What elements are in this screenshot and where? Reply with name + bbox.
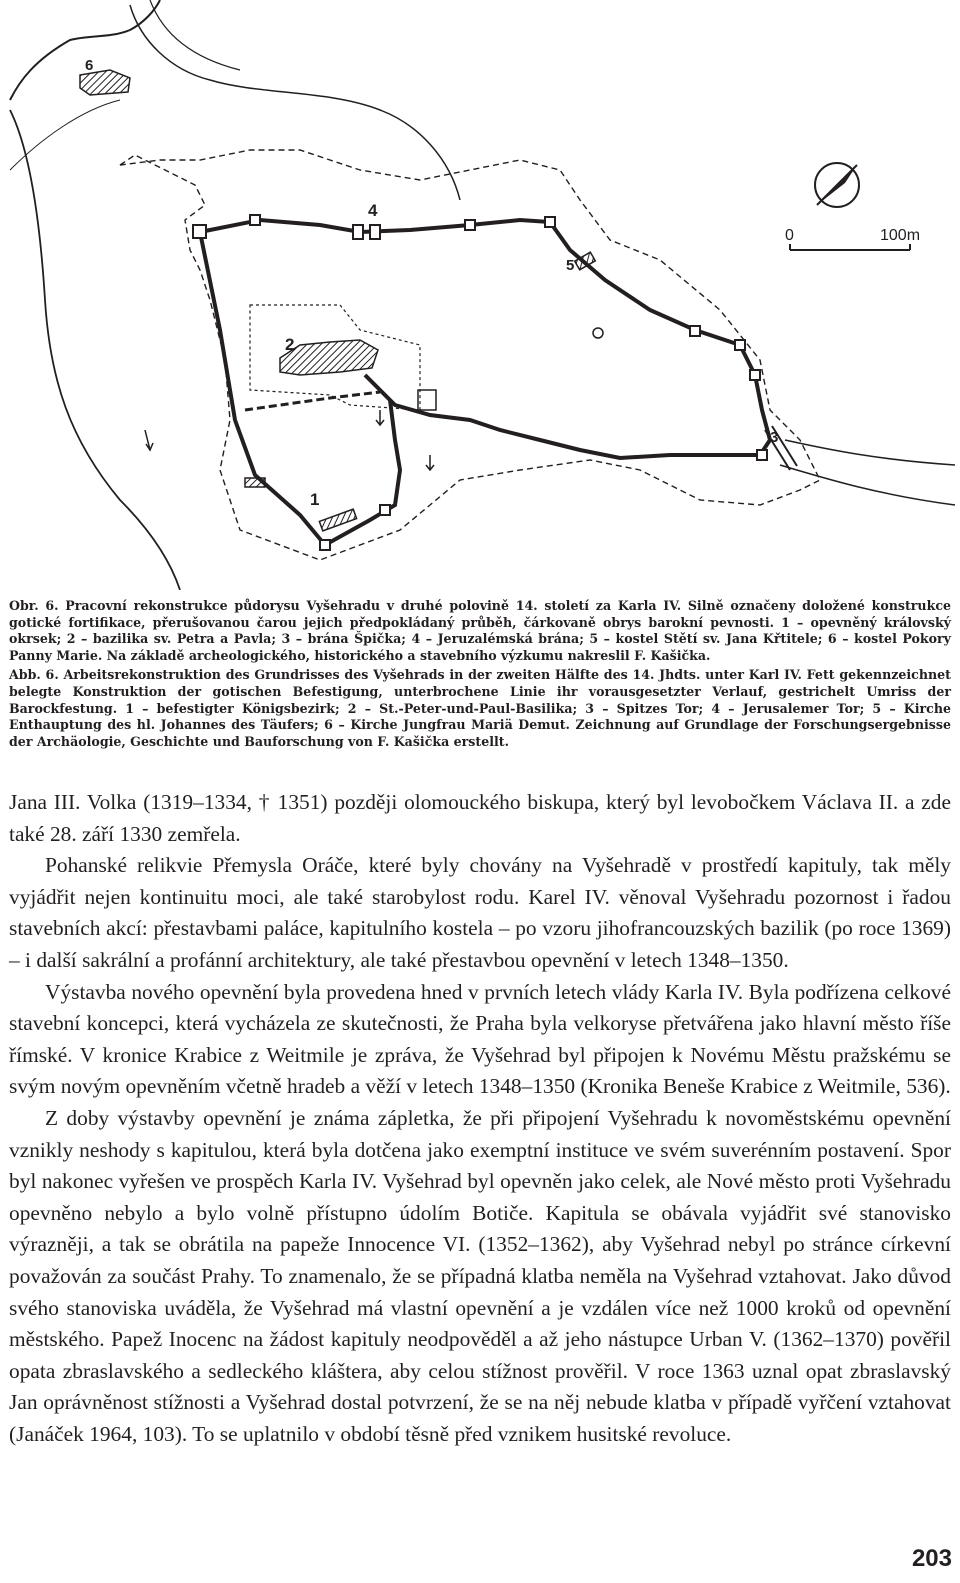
- paragraph-2: Pohanské relikvie Přemysla Oráče, které byly chovány na Vyšehradě v prostředí kapituly, tak měly vyjádřit nejen kontinuitu moci, ale také starobylost rodu. Karel IV. věnoval Vyšehradu pozornost i řadou stavebních akcí: přestavbami paláce, kapitulního kostela – po vzoru jihofrancouzských bazilik (po roce 1369) – i další sakrální a profánní architektury, ale také přestavbou opevnění v letech 1348–1350.: [9, 853, 951, 972]
- plan-label-1: 1: [310, 490, 320, 509]
- paragraph-1: Jana III. Volka (1319–1334, † 1351) později olomouckého biskupa, který byl levobočkem Václava II. a zde také 28. září 1330 zemřela.: [9, 790, 951, 846]
- hatched-block-left: [245, 478, 265, 487]
- figure-caption: [9, 598, 951, 750]
- road-right-upper: [785, 440, 955, 465]
- caption-czech: Obr. 6. Pracovní rekonstrukce půdorysu Vyšehradu v druhé polovině 14. století za Karla IV. Silně označeny doložené konstrukce gotické fortifikace, přerušovanou čarou jejich předpokládaný průběh, čárkovaně obrys barokní pevnosti. 1 – opevněný královský okrsek; 2 – bazilika sv. Petra a Pavla; 3 – brána Špička; 4 – Jeruzalémská brána; 5 – kostel Stětí sv. Jana Křtitele; 6 – kostel Pokory Panny Marie. Na základě archeologického, historického a stavebního výzkumu nakreslil F. Kašička.: [9, 598, 951, 663]
- river-curve: [10, 110, 180, 590]
- north-arrow-icon: [815, 163, 859, 207]
- small-building: [418, 390, 436, 410]
- towers: [193, 215, 767, 550]
- scale-end-label: 100m: [880, 227, 921, 244]
- vysehrad-plan-map: [0, 0, 960, 590]
- paragraph-3: Výstavba nového opevnění byla provedena hned v prvních letech vlády Karla IV. Byla podřízena celkové stavební koncepci, která vycházela ze skutečnosti, že Praha byla velkoryse přetvářena jako hlavní město říše římské. V kronice Krabice z Weitmile je zpráva, že Vyšehrad byl připojen k Novému Městu pražskému se svým novým opevněním včetně hradeb a věží v letech 1348–1350 (Kronika Beneše Krabice z Weitmile, 536).: [9, 979, 951, 1099]
- royal-precinct-wall: [245, 392, 380, 410]
- basilica-hatched: [280, 340, 378, 375]
- plan-label-2: 2: [285, 335, 295, 354]
- scale-bar: [785, 227, 920, 250]
- plan-label-4: 4: [368, 201, 378, 220]
- road-right-lower: [780, 465, 955, 505]
- scale-start-label: 0: [785, 227, 794, 244]
- road-top: [130, 5, 460, 200]
- paragraph-4: Z doby výstavby opevnění je známa zápletka, že při připojení Vyšehradu k novoměstskému opevnění vznikly neshody s kapitulou, která byla dotčena jako exemptní instituce ve svém suverénním postavení. Spor byl nakonec vyřešen ve prospěch Karla IV. Vyšehrad byl opevněn jako celek, ale Nové město proti Vyšehradu opevněno nebylo a bylo volně přístupno údolím Botiče. Kapitula se obávala vyjádřit své stanovisko výrazněji, a tak se obrátila na papeže Innocence VI. (1352–1362), aby Vyšehrad nebyl po stránce církevní považován za součást Prahy. To znamenalo, že se případná klatba neměla na Vyšehrad vztahovat. Jako důvod svého stanoviska uváděla, že Vyšehrad má vlastní opevnění a je vzdálen více než 1000 kroků od opevnění městského. Papež Inocenc na žádost kapituly neodpověděl a až jeho nástupce Urban V. (1362–1370) pověřil opata zbraslavského a sedleckého kláštera, aby celou stížnost prověřil. V roce 1363 uznal opat zbraslavský Jan oprávněnost stížnosti a Vyšehrad dostal potvrzení, že se na něj nebude klatba v případě vyřčení vztahovat (Janáček 1964, 103). To se uplatnilo v období těsně před vznikem husitské revoluce.: [9, 1105, 951, 1446]
- gothic-fortification-west: [200, 232, 400, 545]
- plan-label-3: 3: [770, 429, 779, 446]
- plan-label-5: 5: [566, 257, 575, 274]
- road-top-inner: [150, 0, 240, 70]
- body-text: [9, 787, 951, 1450]
- vysehrad-plan-figure: [0, 0, 960, 590]
- palace-hatched: [319, 509, 356, 531]
- plan-label-6: 6: [85, 57, 94, 74]
- page-number: 203: [911, 1545, 952, 1572]
- caption-german: Abb. 6. Arbeitsrekonstruktion des Grundrisses des Vyšehrads in der zweiten Hälfte des 14. Jhdts. unter Karl IV. Fett gekennzeichnet belegte Konstruktion der gotischen Befestigung, unterbrochene Linie ihr vorausgesetzter Verlauf, gestrichelt Umriss der Barockfestung. 1 – befestigter Königsbezirk; 2 – St.-Peter-und-Paul-Basilika; 3 – Spitzes Tor; 4 – Jerusalemer Tor; 5 – Kirche Enthauptung des hl. Johannes des Täufers; 6 – Kirche Jungfrau Mariä Demut. Zeichnung auf Grundlage der Forschungsergebnisse der Archäologie, Geschichte und Bauforschung von F. Kašička erstellt.: [9, 667, 951, 749]
- small-circle-mark: [593, 328, 603, 338]
